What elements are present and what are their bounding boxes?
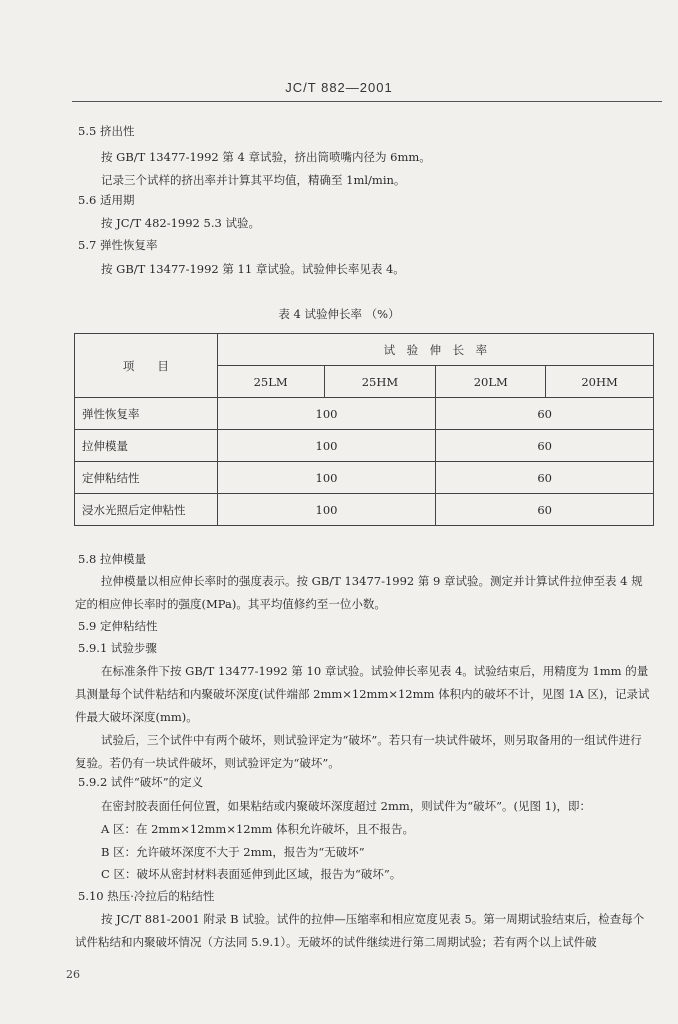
table-4: [74, 333, 654, 526]
section-5-5-line2: 记录三个试样的挤出率并计算其平均值，精确至 1ml/min。: [101, 173, 406, 187]
section-5-9-2-heading: 5.9.2 试件“破坏”的定义: [78, 775, 204, 789]
zone-c-definition: C 区：破坏从密封材料表面延伸到此区域，报告为“破坏”。: [101, 867, 402, 881]
section-5-9-1-paragraph-2: 试验后，三个试件中有两个破坏，则试验评定为“破坏”。若只有一块试件破坏，则另取备用的一组试件进行复验。若仍有一块试件破坏，则试验评定为“破坏”。: [75, 733, 642, 770]
section-5-9-1-paragraph-1: 在标准条件下按 GB/T 13477-1992 第 10 章试验。试验伸长率见表 4。试验结束后，用精度为 1mm 的量具测量每个试件粘结和内聚破坏深度(试件端部 2mm×12mm×12mm 体积内的破坏不计，见图 1A 区)，记录试件最大破坏深度(mm)。: [75, 664, 650, 724]
section-5-10-paragraph: 按 JC/T 881-2001 附录 B 试验。试件的拉伸—压缩率和相应宽度见表 5。第一周期试验结束后，检查每个试件粘结和内聚破坏情况（方法同 5.9.1）。无破坏的试件继续进行第二周期试验；若有两个以上试件破: [75, 912, 645, 949]
table-header-elongation: 试 验 伸 长 率: [217, 334, 653, 366]
row-value-hm-lm: 100: [217, 398, 436, 430]
standard-code-header: JC/T 882—2001: [285, 80, 393, 95]
zone-b-definition: B 区：允许破坏深度不大于 2mm，报告为“无破坏”: [101, 845, 365, 859]
table-subheader: 25HM: [324, 366, 436, 398]
section-5-10-heading: 5.10 热压·冷拉后的粘结性: [78, 889, 215, 903]
section-5-5-heading: 5.5 挤出性: [78, 124, 135, 138]
table-row: [75, 398, 654, 430]
section-5-7-line1: 按 GB/T 13477-1992 第 11 章试验。试验伸长率见表 4。: [101, 262, 405, 276]
table-row: [75, 462, 654, 494]
page-number: 26: [66, 968, 80, 981]
table-subheader: 20HM: [546, 366, 654, 398]
table-row: [75, 430, 654, 462]
section-5-6-heading: 5.6 适用期: [78, 193, 135, 207]
table-header-item: 项 目: [75, 334, 218, 398]
header-rule: [72, 101, 662, 102]
row-label: 弹性恢复率: [75, 398, 218, 430]
table-subheader: 20LM: [436, 366, 546, 398]
row-label: 拉伸模量: [75, 430, 218, 462]
table-4-caption: 表 4 试验伸长率 （%）: [278, 307, 400, 321]
section-5-9-1-heading: 5.9.1 试验步骤: [78, 641, 157, 655]
row-value-hm-lm: 100: [217, 430, 436, 462]
section-5-8-paragraph: 拉伸模量以相应伸长率时的强度表示。按 GB/T 13477-1992 第 9 章试验。测定并计算试件拉伸至表 4 规定的相应伸长率时的强度(MPa)。其平均值修约至一位小数。: [75, 574, 643, 611]
row-value-hm-lm: 100: [217, 494, 436, 526]
row-value-lm: 60: [436, 430, 654, 462]
table-row: [75, 494, 654, 526]
section-5-9-heading: 5.9 定伸粘结性: [78, 619, 158, 633]
row-label: 定伸粘结性: [75, 462, 218, 494]
row-value-lm: 60: [436, 398, 654, 430]
row-value-hm-lm: 100: [217, 462, 436, 494]
section-5-6-line1: 按 JC/T 482-1992 5.3 试验。: [101, 216, 260, 230]
section-5-8-heading: 5.8 拉伸模量: [78, 552, 146, 566]
zone-a-definition: A 区：在 2mm×12mm×12mm 体积允许破坏，且不报告。: [101, 822, 415, 836]
row-label: 浸水光照后定伸粘性: [75, 494, 218, 526]
row-value-lm: 60: [436, 462, 654, 494]
section-5-5-line1: 按 GB/T 13477-1992 第 4 章试验，挤出筒喷嘴内径为 6mm。: [101, 150, 431, 164]
table-subheader: 25LM: [217, 366, 324, 398]
section-5-9-2-line1: 在密封胶表面任何位置，如果粘结或内聚破坏深度超过 2mm，则试件为“破坏”。(见图 1)，即：: [101, 799, 591, 813]
row-value-lm: 60: [436, 494, 654, 526]
section-5-7-heading: 5.7 弹性恢复率: [78, 238, 158, 252]
